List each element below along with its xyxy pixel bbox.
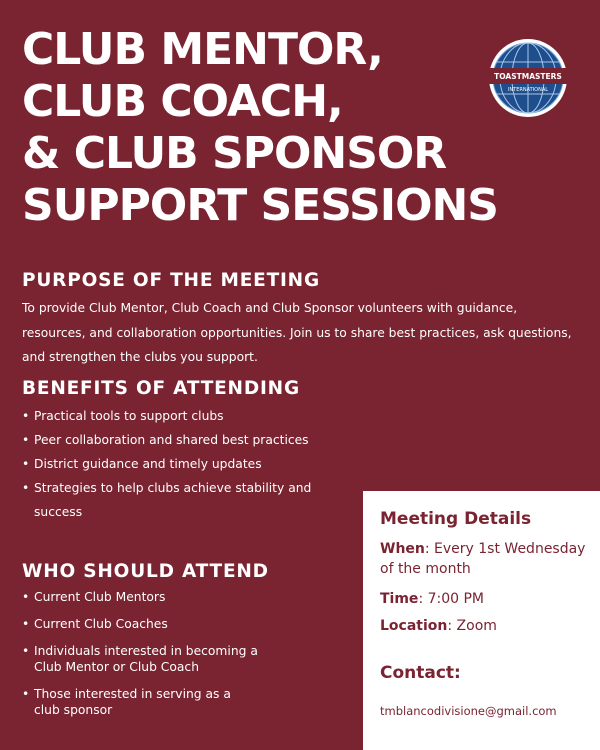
attend-list: [22, 589, 342, 729]
page-title: [22, 24, 498, 232]
benefits-list: [22, 404, 342, 524]
location-row: [380, 616, 600, 636]
location-label: Location: [380, 618, 448, 634]
purpose-text: To provide Club Mentor, Club Coach and Club Sponsor volunteers with guidance, resources, and collaboration opportunities. Join us to share best practices, ask questions, and strengthen the clubs you support.: [22, 301, 572, 364]
list-item: • Strategies to help clubs achieve stability and success: [22, 476, 342, 524]
contact-email[interactable]: tmblancodivisione@gmail.com: [380, 704, 557, 718]
title-line: CLUB MENTOR,: [22, 24, 383, 75]
location-value: : Zoom: [447, 618, 497, 634]
list-item: • Practical tools to support clubs: [22, 404, 342, 428]
purpose-heading: PURPOSE OF THE MEETING: [22, 270, 320, 291]
time-label: Time: [380, 591, 419, 607]
toastmasters-logo: [488, 38, 568, 118]
details-heading: Meeting Details: [380, 509, 532, 529]
benefits-heading: BENEFITS OF ATTENDING: [22, 378, 300, 399]
contact-heading: Contact:: [380, 663, 461, 683]
list-item: • Individuals interested in becoming a Club Mentor or Club Coach: [22, 643, 284, 675]
title-line: & CLUB SPONSOR: [22, 128, 447, 179]
time-value: : 7:00 PM: [418, 591, 485, 607]
when-row: [380, 539, 600, 579]
logo-subtext: INTERNATIONAL: [507, 87, 549, 93]
list-item: • Peer collaboration and shared best practices: [22, 428, 342, 452]
title-line: CLUB COACH,: [22, 76, 343, 127]
time-row: [380, 589, 600, 609]
attend-heading: WHO SHOULD ATTEND: [22, 561, 269, 582]
list-item: • District guidance and timely updates: [22, 452, 342, 476]
when-value: : Every 1st Wednesday of the month: [380, 541, 586, 577]
logo-text: TOASTMASTERS: [494, 72, 562, 81]
list-item: • Current Club Mentors: [22, 589, 342, 605]
list-item: • Current Club Coaches: [22, 616, 342, 632]
list-item: • Those interested in serving as a club sponsor: [22, 686, 244, 718]
meeting-details-panel: [363, 491, 600, 750]
title-line: SUPPORT SESSIONS: [22, 180, 498, 231]
when-label: When: [380, 541, 425, 557]
globe-icon: [488, 38, 568, 118]
